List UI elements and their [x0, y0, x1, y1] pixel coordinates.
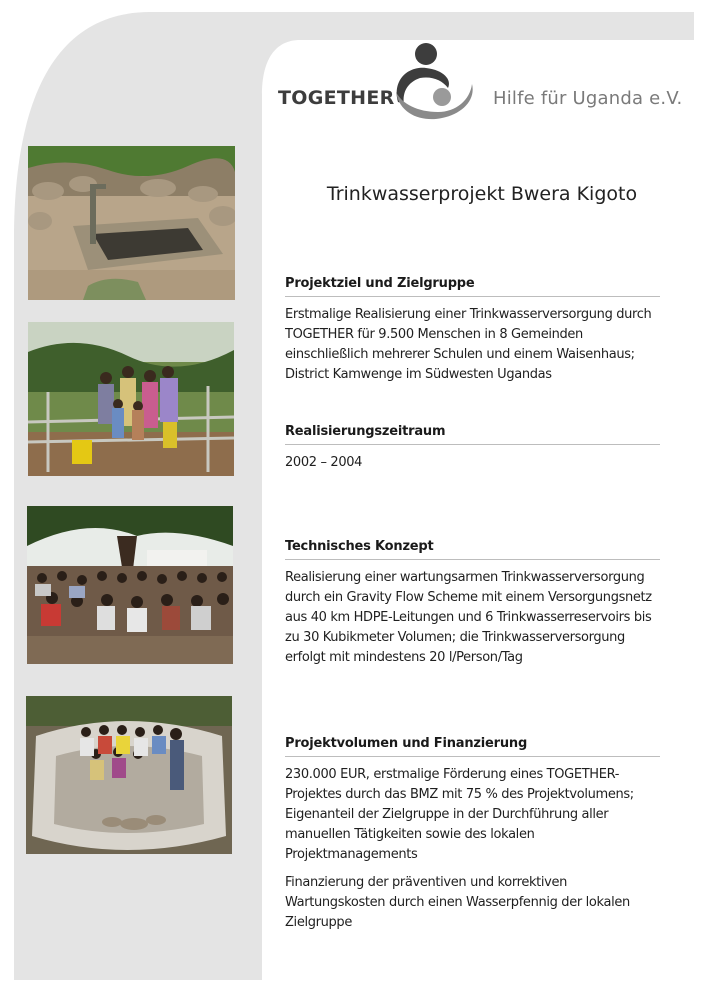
- section-heading: Technisches Konzept: [285, 539, 660, 560]
- section-heading: Projektziel und Zielgruppe: [285, 276, 660, 297]
- section-realisierungszeitraum: [285, 424, 660, 481]
- section-paragraph: 2002 – 2004: [285, 455, 363, 470]
- section-paragraph: Erstmalige Realisierung einer Trinkwasserversorgung durch TOGETHER für 9.500 Menschen in 8 Gemeinden einschließlich mehrerer Schulen und einem Waisenhaus; District Kamwenge im Südwesten Ugandas: [285, 307, 652, 382]
- organization-logo: [278, 40, 698, 120]
- section-technisches-konzept: [285, 539, 660, 676]
- logo-together-text: TOGETHER: [278, 87, 395, 109]
- logo-subtitle-text: Hilfe für Uganda e.V.: [493, 88, 683, 109]
- section-heading: Realisierungszeitraum: [285, 424, 660, 445]
- section-heading: Projektvolumen und Finanzierung: [285, 736, 660, 757]
- photo-reservoir-construction: [26, 696, 232, 854]
- section-paragraph: Finanzierung der präventiven und korrektiven Wartungskosten durch einen Wasserpfennig der lokalen Zielgruppe: [285, 875, 630, 930]
- section-paragraph: Realisierung einer wartungsarmen Trinkwasserversorgung durch ein Gravity Flow Scheme mit einem Versorgungsnetz aus 40 km HDPE-Leitungen und 6 Trinkwasserreservoirs bis zu 30 Kubikmeter Volumen; die Trinkwasserversorgung erfolgt mit mindestens 20 l/Person/Tag: [285, 570, 652, 665]
- section-paragraph: 230.000 EUR, erstmalige Förderung eines TOGETHER-Projektes durch das BMZ mit 75 % des Projektvolumens; Eigenanteil der Zielgruppe in der Durchführung aller manuellen Tätigkeiten sowie des lokalen Projektmanagements: [285, 767, 634, 862]
- section-projektvolumen: [285, 736, 660, 941]
- people-embrace-logo-icon: [390, 40, 490, 120]
- photo-water-tap: [28, 146, 235, 300]
- section-projektziel: [285, 276, 660, 393]
- photo-group-fence: [28, 322, 234, 476]
- photo-community-meeting: [27, 506, 233, 664]
- page-title: Trinkwasserprojekt Bwera Kigoto: [326, 183, 638, 205]
